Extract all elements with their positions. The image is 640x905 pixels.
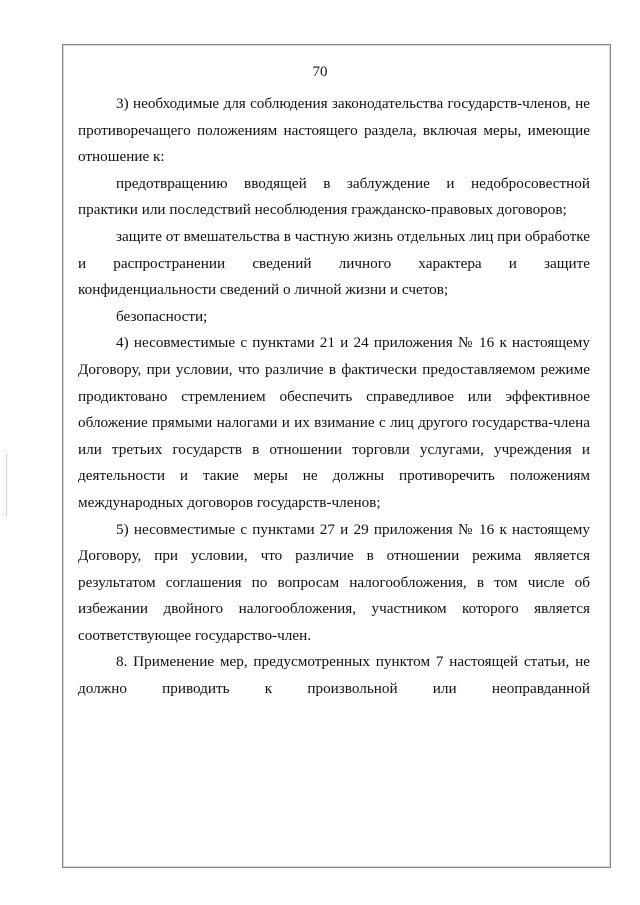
document-body (78, 91, 590, 703)
scan-margin-marks (6, 455, 9, 515)
paragraph-misleading-practices: предотвращению вводящей в заблуждение и недобросовестной практики или последствий несоблюдения гражданско-правовых договоров; (78, 174, 590, 219)
page-number: 70 (312, 64, 328, 80)
paragraph-security: безопасности; (116, 307, 208, 325)
paragraph-item-3: 3) необходимые для соблюдения законодательства государств-членов, не противоречащего положениям настоящего раздела, включая меры, имеющие отношение к: (78, 95, 590, 166)
paragraph-item-4: 4) несовместимые с пунктами 21 и 24 приложения № 16 к настоящему Договору, при условии, что различие в фактически предоставляемом режиме продиктовано стремлением обеспечить справедливое или эффективное обложение прямыми налогами и их взимание с лиц другого государства-члена или третьих государств в отношении торговли услугами, учреждения и деятельности и такие меры не должны противоречить положениям международных договоров государств-членов; (78, 334, 590, 511)
paragraph-privacy-protection: защите от вмешательства в частную жизнь отдельных лиц при обработке и распространении сведений личного характера и защите конфиденциальности сведений о личной жизни и счетов; (78, 227, 590, 299)
paragraph-clause-8: 8. Применение мер, предусмотренных пунктом 7 настоящей статьи, не должно приводить к произвольной или неоправданной (78, 653, 590, 698)
paragraph-item-5: 5) несовместимые с пунктами 27 и 29 приложения № 16 к настоящему Договору, при условии, что различие в отношении режима является результатом соглашения по вопросам налогообложения, в том числе об избежании двойного налогообложения, участником которого является соответствующее государство-член. (78, 520, 590, 644)
